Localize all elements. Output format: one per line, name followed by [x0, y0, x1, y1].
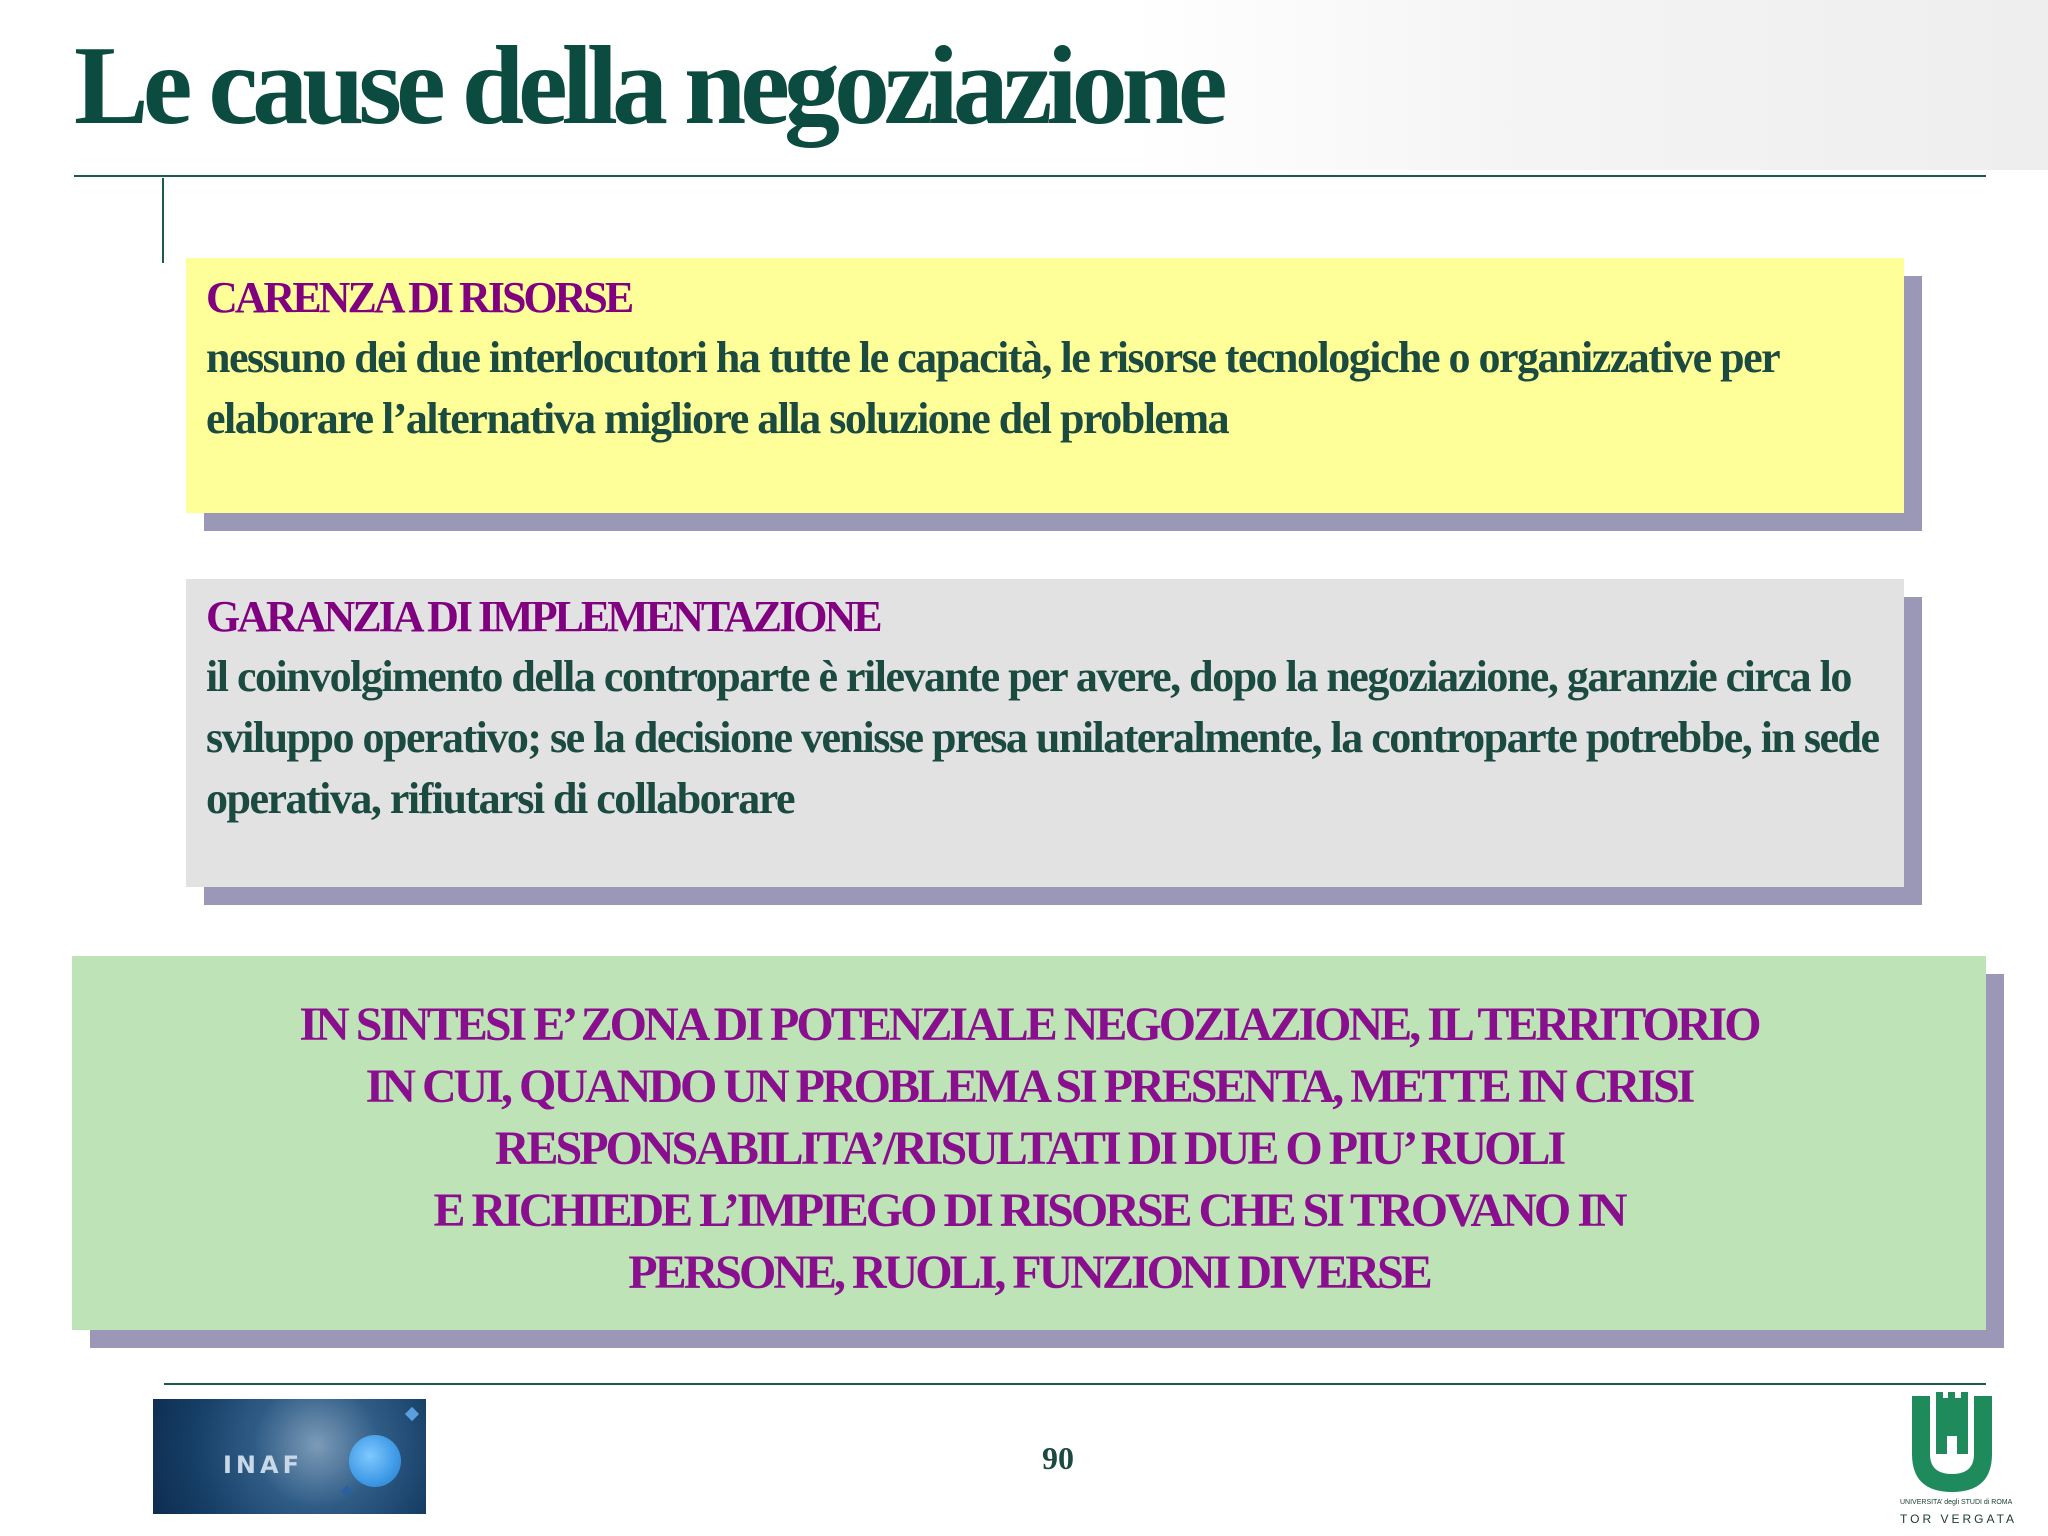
cause-text: il coinvolgimento della controparte è rilevante per avere, dopo la negoziazione, garanzie circa lo sviluppo operativo; se la decisione venisse presa unilateralmente, la controparte potrebbe, in sede operativa, rifiutarsi di collaborare: [206, 651, 1879, 823]
summary-box: [72, 956, 1986, 1330]
cause-box-resources: [186, 258, 1904, 513]
vertical-divider: [162, 178, 164, 263]
star-icon: [405, 1407, 419, 1421]
university-subname: TOR VERGATA: [1900, 1512, 2018, 1526]
inaf-logo-text: INAF: [223, 1451, 303, 1479]
top-divider: [74, 175, 1986, 177]
star-icon: [341, 1485, 352, 1496]
summary-line: RESPONSABILITA’/RISULTATI DI DUE O PIU’ RUOLI: [494, 1122, 1564, 1175]
summary-line: IN CUI, QUANDO UN PROBLEMA SI PRESENTA, METTE IN CRISI: [365, 1060, 1693, 1113]
university-crest-icon: [1900, 1392, 2004, 1498]
cause-box-implementation: [186, 579, 1904, 887]
bottom-divider: [164, 1383, 1986, 1385]
cause-heading: GARANZIA DI IMPLEMENTAZIONE: [206, 592, 880, 641]
summary-line: E RICHIEDE L’IMPIEGO DI RISORSE CHE SI TROVANO IN: [433, 1184, 1625, 1237]
university-name: UNIVERSITA’ degli STUDI di ROMA: [1900, 1499, 2013, 1506]
slide-title: Le cause della negoziazione: [74, 24, 1222, 148]
cause-heading: CARENZA DI RISORSE: [206, 273, 632, 322]
page-number: 90: [1042, 1440, 1074, 1476]
tor-vergata-logo: [1900, 1392, 2018, 1532]
planet-icon: [349, 1435, 401, 1487]
summary-line: PERSONE, RUOLI, FUNZIONI DIVERSE: [628, 1246, 1430, 1299]
summary-line: IN SINTESI E’ ZONA DI POTENZIALE NEGOZIAZIONE, IL TERRITORIO: [299, 998, 1759, 1051]
summary-text: [102, 994, 1956, 1304]
inaf-logo: [153, 1399, 426, 1514]
cause-text: nessuno dei due interlocutori ha tutte le capacità, le risorse tecnologiche o organizzative per elaborare l’alternativa migliore alla soluzione del problema: [206, 332, 1779, 443]
